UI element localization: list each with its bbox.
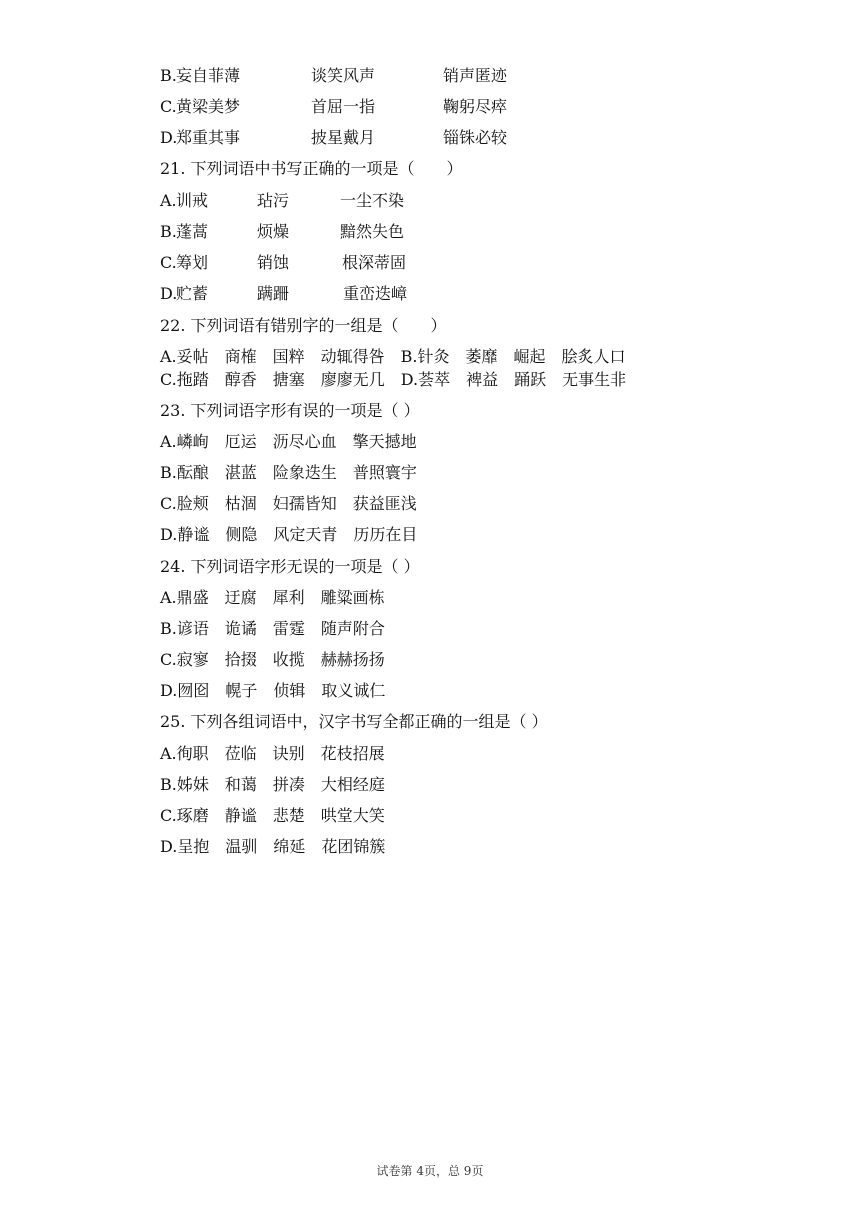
page-footer: 试卷第 4页，总 9页 — [376, 1164, 484, 1178]
q24-option-a: A.鼎盛 迂腐 犀利 雕粱画栋 — [160, 588, 385, 607]
q23-option-b: B.酝酿 湛蓝 险象迭生 普照寰宇 — [160, 463, 417, 482]
q25-option-b: B.姊妹 和蔼 拼凑 大相经庭 — [160, 775, 385, 794]
q23-option-c: C.脸颊 枯涸 妇孺皆知 获益匪浅 — [160, 494, 417, 513]
q23-stem: 23. 下列词语字形有误的一项是（ ） — [160, 401, 420, 420]
q25-option-a: A.徇职 莅临 诀别 花枝招展 — [160, 744, 385, 763]
q23-option-d: D.静谧 侧隐 风定天青 历历在目 — [160, 525, 418, 544]
q25-option-d: D.呈抱 温驯 绵延 花团锦簇 — [160, 837, 386, 856]
q22-stem: 22. 下列词语有错别字的一组是（ ） — [160, 316, 447, 335]
q25-option-c: C.琢磨 静谧 悲楚 哄堂大笑 — [160, 806, 385, 825]
q24-option-d: D.囫囵 幌子 侦辑 取义诚仁 — [160, 681, 386, 700]
q23-option-a: A.嶙峋 厄运 沥尽心血 擎天撼地 — [160, 432, 417, 451]
q22-options-row-2: C.拖踏 醇香 搪塞 廖廖无几 D.荟萃 裨益 踊跃 无事生非 — [160, 370, 627, 389]
q24-option-b: B.谚语 诡谲 雷霆 随声附合 — [160, 619, 385, 638]
q21-stem: 21. 下列词语中书写正确的一项是（ ） — [160, 159, 463, 178]
q24-option-c: C.寂寥 拾掇 收揽 赫赫扬扬 — [160, 650, 385, 669]
exam-page: B. 妄自菲薄 谈笑风声 销声匿迹 C. 黄梁美梦 首屈一指 鞠躬尽瘁 D. 郑重其事 披星戴月 锱铢必较 21. 下列词语中书写正确的一项是（ ） A. 训戒 玷污 一尘不染 B. 蓬蒿 烦燥 黯然失色 C. 筹划 销蚀 根深蒂固 D. 贮蓄 蹒跚 重峦迭嶂 22. 下列词语有错别字的一组是（ ） A.妥帖 商榷 国粹 动辄得咎 B.针灸 萎靡 崛起 脍炙人口 C.拖踏 醇香 搪塞 廖廖无几 D.荟萃 裨益 踊跃 无事生非 23. 下列词语字形有误的一项是（ ） A.嶙峋 厄运 沥尽心血 擎天撼地 B.酝酿 湛蓝 险象迭生 普照寰宇 C.脸颊 枯涸 妇孺皆知 获益匪浅 D.静谧 侧隐 风定天青 历历在目 24. 下列词语字形无误的一项是（ ） A.鼎盛 迂腐 犀利 雕粱画栋 B.谚语 诡谲 雷霆 随声附合 C.寂寥 拾掇 收揽 赫赫扬扬 D.囫囵 幌子 侦辑 取义诚仁 25. 下列各组词语中，汉字书写全都正确的一组是（ ） A.徇职 莅临 诀别 花枝招展 B.姊妹 和蔼 拼凑 大相经庭 C.琢磨 静谧 悲楚 哄堂大笑 D.呈抱 温驯 绵延 花团锦簇 试卷第 4页，总 9页 — [0, 0, 860, 1216]
q24-stem: 24. 下列词语字形无误的一项是（ ） — [160, 557, 420, 576]
q25-stem: 25. 下列各组词语中，汉字书写全都正确的一组是（ ） — [160, 712, 548, 731]
q22-options-row-1: A.妥帖 商榷 国粹 动辄得咎 B.针灸 萎靡 崛起 脍炙人口 — [160, 347, 626, 366]
